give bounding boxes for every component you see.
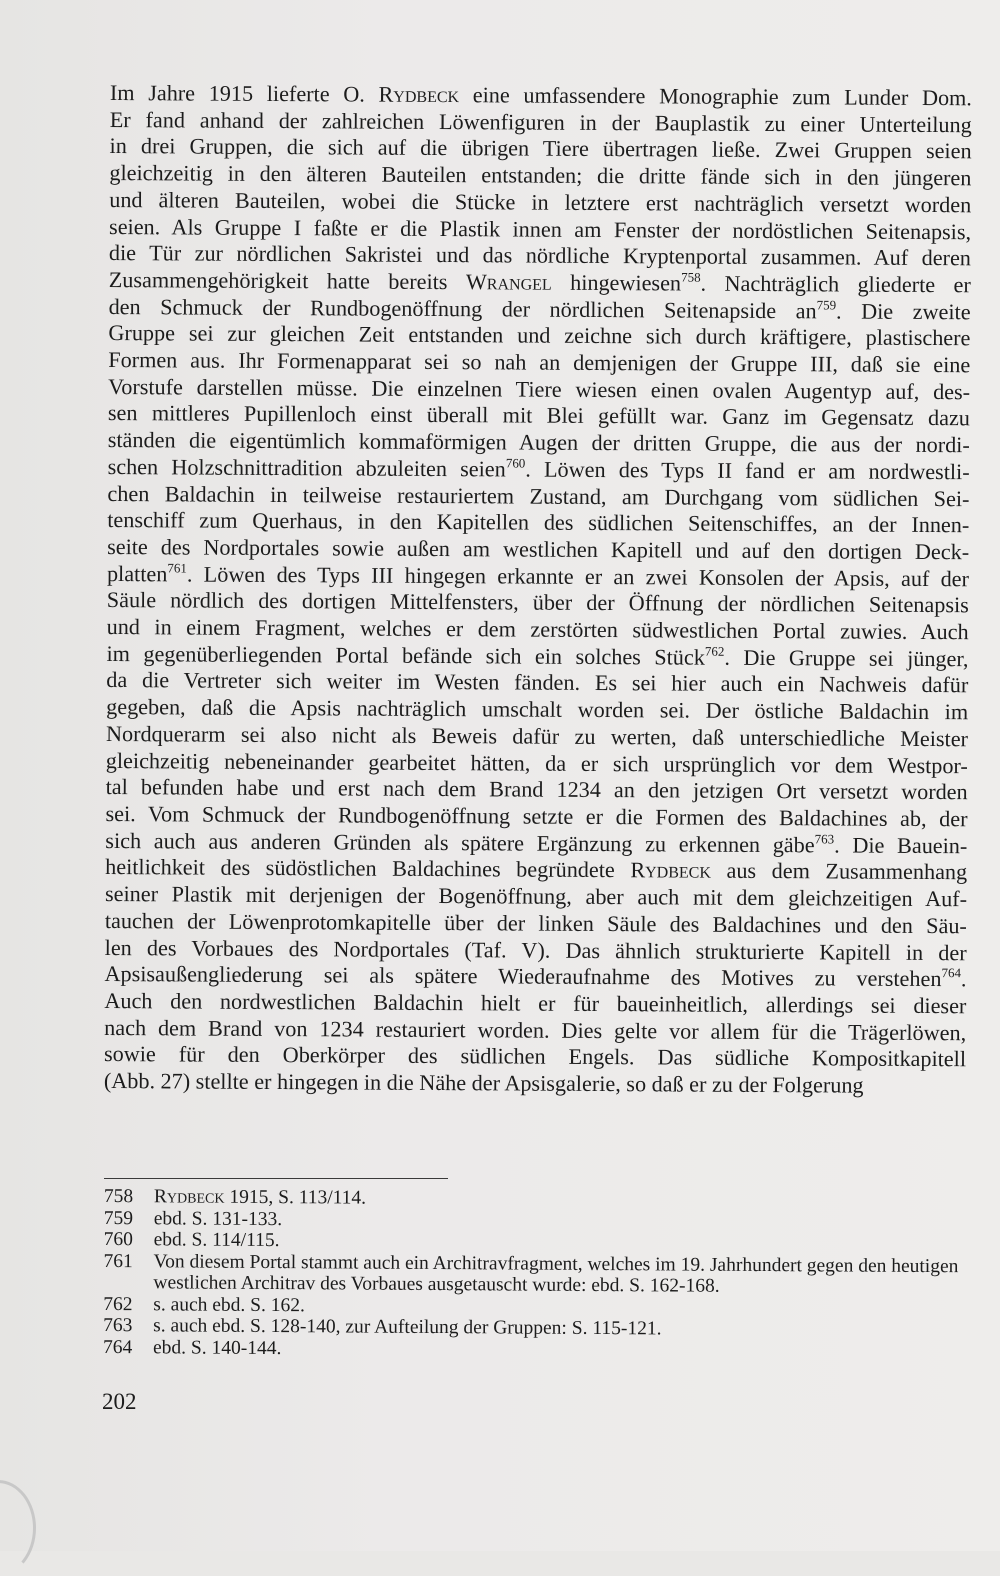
- text-line: tauchen der Löwenprotomkapitelle über der linken Säule des Baldachines und den Säu-: [104, 907, 967, 939]
- text-line: und in einem Fragment, welches er dem zerstörten südwestlichen Portal zuwies. Auch: [106, 614, 969, 645]
- text-line: platten$^{761}$. Löwen des Typs III hingegen erkannte er an zwei Konsolen der Apsis, auf der: [106, 560, 970, 591]
- footnote: [103, 1336, 973, 1363]
- text-line: Nordquerarm sei also nicht als Beweis dafür zu werten, daß unterschiedliche Meister: [105, 720, 969, 752]
- footnote-text: Von diesem Portal stammt auch ein Architravfragment, welches im 19. Jahrhundert gegen den heutigen westlichen Architrav des Vorbaues ausgetauscht wurde: ebd. S. 162-168.: [153, 1250, 959, 1297]
- text-line: Säule nördlich des dortigen Mittelfensters, über der Öffnung der nördlichen Seitenapsis: [106, 587, 969, 618]
- text-line: chen Baldachin in teilweise restauriertem Zustand, am Durchgang vom südlichen Sei-: [107, 480, 970, 511]
- text-line: heitlichkeit des südöstlichen Baldachines begründete Rydbeck aus dem Zusammenhang: [105, 854, 968, 885]
- text-line: Er fand anhand der zahlreichen Löwenfiguren in der Bauplastik zu einer Unterteilung: [109, 106, 972, 137]
- footnote-number: 764: [102, 1336, 133, 1358]
- footnote-text: s. auch ebd. S. 162.: [153, 1293, 305, 1316]
- text-line: (Abb. 27) stellte er hingegen in die Nähe der Apsisgalerie, so daß er zu der Folgerung: [103, 1067, 864, 1098]
- footnote-text: s. auch ebd. S. 128-140, zur Aufteilung der Gruppen: S. 115-121.: [153, 1315, 662, 1340]
- text-line: Vorstufe darstellen müsse. Die einzelnen Tiere wiesen einen ovalen Augentyp auf, des-: [108, 373, 971, 404]
- text-line: seiner Plastik mit derjenigen der Bogenöffnung, aber auch mit dem gleichzeitigen Auf-: [104, 881, 968, 912]
- text-line: sowie für den Oberkörper des südlichen Engels. Das südliche Kompositkapitell: [103, 1041, 967, 1072]
- text-line: sen mittleres Pupillenloch einst überall mit Blei gefüllt war. Ganz im Gegensatz dazu: [107, 400, 971, 431]
- text-line: gleichzeitig in den älteren Bauteilen entstanden; die dritte fände sich in den jüngeren: [109, 160, 972, 191]
- footnote-number: 758: [103, 1186, 134, 1208]
- text-line: sich auch aus anderen Gründen als spätere Ergänzung zu erkennen gäbe$^{763}$. Die Bauein-: [105, 827, 968, 858]
- page-number: 202: [102, 1389, 137, 1414]
- footnote-text: ebd. S. 114/115.: [153, 1229, 280, 1252]
- footnote-ref: 761: [167, 560, 187, 576]
- footnote-text: ebd. S. 131-133.: [153, 1207, 283, 1230]
- footnote-number: 760: [103, 1228, 133, 1251]
- text-line: Formen aus. Ihr Formenapparat sei so nah an demjenigen der Gruppe III, daß sie eine: [108, 347, 971, 378]
- author-name: Rydbeck: [153, 1186, 225, 1208]
- text-line: Im Jahre 1915 lieferte O. Rydbeck eine umfassendere Monographie zum Lunder Dom.: [109, 80, 972, 111]
- text-line: seien. Als Gruppe I faßte er die Plastik innen am Fenster der nordöstlichen Seitenapsis,: [109, 213, 972, 244]
- text-line: nach dem Brand von 1234 restauriert worden. Dies gelte vor allem für die Trägerlöwen,: [104, 1014, 967, 1045]
- text-line: sei. Vom Schmuck der Rundbogenöffnung setzte er die Formen des Baldachines ab, der: [105, 800, 968, 832]
- footnote-ref: 759: [816, 296, 837, 313]
- footnote-number: 759: [103, 1207, 134, 1229]
- author-name: Wrangel: [465, 269, 552, 295]
- footnote-ref: 764: [941, 965, 962, 981]
- text-line: len des Vorbaues des Nordportales (Taf. V). Das ähnlich strukturierte Kapitell in der: [104, 934, 967, 965]
- text-line: Auch den nordwestlichen Baldachin hielt er für baueinheitlich, allerdings sei dieser: [104, 987, 967, 1019]
- text-line: Zusammengehörigkeit hatte bereits Wrangel hingewiesen$^{758}$. Nachträglich gliederte er: [108, 266, 971, 298]
- author-name: Rydbeck: [630, 857, 712, 884]
- footnotes: [103, 1186, 974, 1363]
- main-text-block: [104, 80, 972, 1100]
- page-corner-curl: [0, 1480, 36, 1576]
- footnote-number: 762: [103, 1293, 133, 1315]
- text-line: Gruppe sei zur gleichen Zeit entstanden und zeichne sich durch kräftigere, plastischere: [108, 320, 971, 351]
- author-name: Rydbeck: [378, 81, 460, 108]
- text-line: Apsisaußengliederung sei als spätere Wiederaufnahme des Motives zu verstehen$^{764}$.: [104, 961, 967, 992]
- text-line: gegeben, daß die Apsis nachträglich umschalt worden sei. Der östliche Baldachin im: [106, 694, 969, 725]
- footnote-separator: [104, 1178, 448, 1179]
- text-line: tenschiff zum Querhaus, in den Kapitellen des südlichen Seitenschiffes, an der Innen-: [107, 507, 970, 538]
- text-line: in drei Gruppen, die sich auf die übrigen Tiere übertragen ließe. Zwei Gruppen seien: [109, 133, 972, 164]
- text-line: gleichzeitig nebeneinander gearbeitet hätten, da er sich ursprünglich vor dem Westpor-: [105, 747, 968, 778]
- footnote-number: 761: [103, 1250, 133, 1272]
- footnote-ref: 760: [505, 455, 526, 471]
- text-line: ständen die eigentümlich kommaförmigen Augen der dritten Gruppe, die aus der nordi-: [107, 427, 970, 458]
- footnote-ref: 763: [814, 831, 835, 847]
- footnote-text: Rydbeck 1915, S. 113/114.: [153, 1186, 367, 1209]
- text-line: den Schmuck der Rundbogenöffnung der nördlichen Seitenapside $an^{759}$. Die zweite: [108, 293, 971, 324]
- text-line: da die Vertreter sich weiter im Westen fänden. Es sei hier auch ein Nachweis dafür: [106, 667, 969, 698]
- footnote-text: ebd. S. 140-144.: [152, 1336, 282, 1359]
- footnote-ref: 758: [681, 269, 701, 285]
- footnote: [103, 1250, 973, 1298]
- text-line: im gegenüberliegenden Portal befände sich ein solches Stück$^{762}$. Die Gruppe sei jünger,: [106, 640, 969, 672]
- text-line: schen Holzschnittradition abzuleiten seien$^{760}$. Löwen des Typs II fand er am nordwestli-: [107, 453, 970, 485]
- text-line: seite des Nordportales sowie außen am westlichen Kapitell und auf den dortigen Deck-: [107, 533, 970, 565]
- text-line: tal befunden habe und erst nach dem Brand 1234 an den jetzigen Ort versetzt worden: [105, 774, 968, 805]
- text-line: die Tür zur nördlichen Sakristei und das nördliche Kryptenportal zusammen. Auf deren: [108, 240, 972, 271]
- footnote-number: 763: [103, 1314, 133, 1337]
- footnote-ref: 762: [704, 643, 725, 659]
- text-line: und älteren Bauteilen, wobei die Stücke in letztere erst nachträglich versetzt worden: [109, 186, 972, 218]
